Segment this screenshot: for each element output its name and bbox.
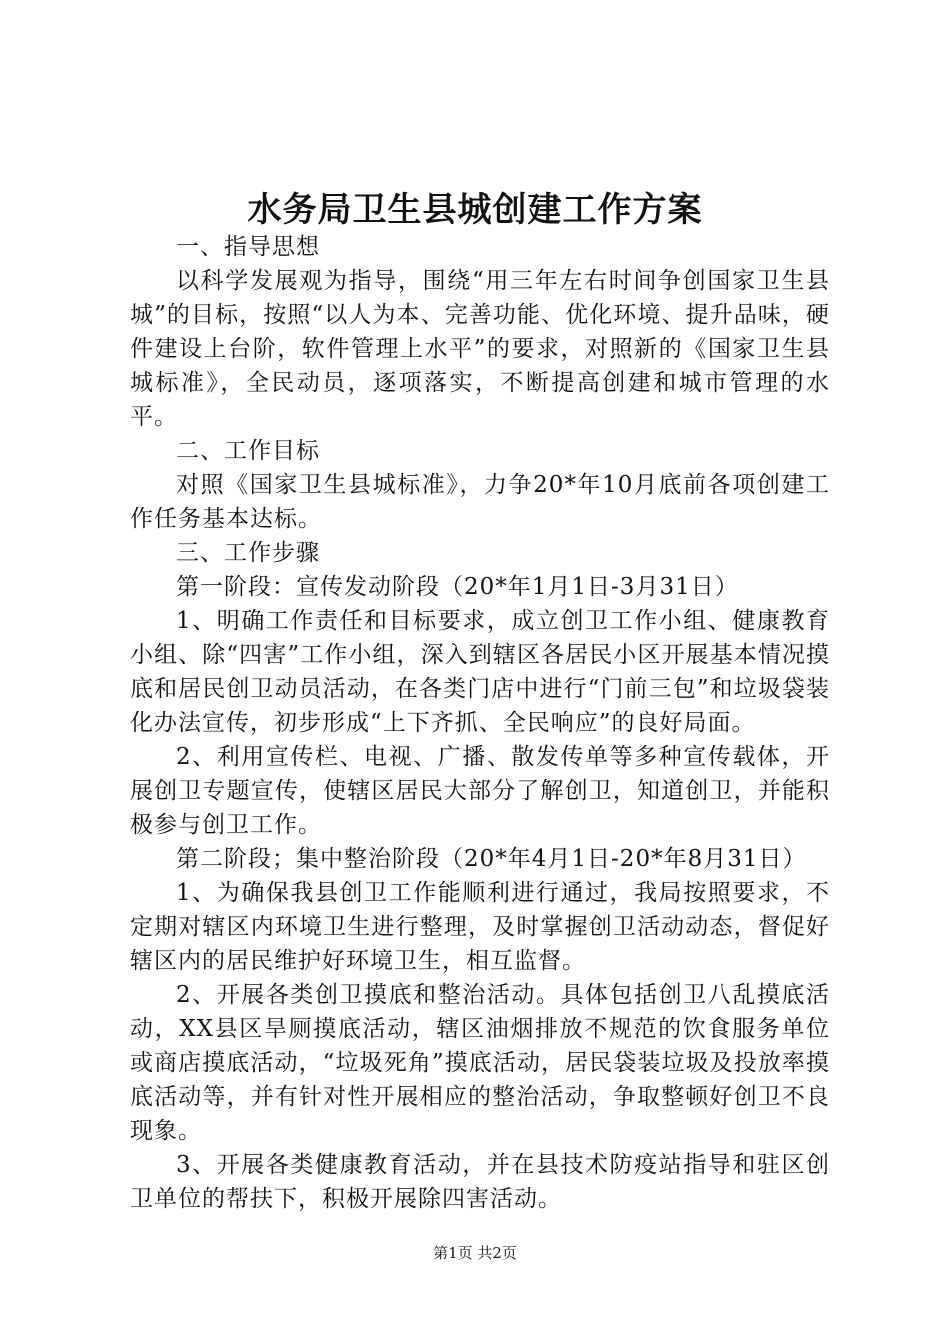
paragraph-phase-two-item-2: 2、开展各类创卫摸底和整治活动。具体包括创卫八乱摸底活动，XX县区旱厕摸底活动，辖区油烟排放不规范的饮食服务单位或商店摸底活动，“垃圾死角”摸底活动，居民袋装垃圾及投放率摸底活动等，并有针对性开展相应的整治活动，争取整顿好创卫不良现象。 bbox=[130, 982, 830, 1144]
document-body bbox=[130, 230, 830, 1216]
section-heading-work-goal: 二、工作目标 bbox=[176, 438, 320, 464]
paragraph-phase-two-item-1: 1、为确保我县创卫工作能顺利进行通过，我局按照要求，不定期对辖区内环境卫生进行整理，及时掌握创卫活动动态，督促好辖区内的居民维护好环境卫生，相互监督。 bbox=[130, 880, 830, 974]
phase-one-heading: 第一阶段：宣传发动阶段（20*年1月1日-3月31日） bbox=[176, 574, 739, 600]
paragraph-work-goal: 对照《国家卫生县城标准》，力争20*年10月底前各项创建工作任务基本达标。 bbox=[130, 472, 830, 532]
document-title: 水务局卫生县城创建工作方案 bbox=[247, 190, 703, 230]
phase-two-heading: 第二阶段；集中整治阶段（20*年4月1日-20*年8月31日） bbox=[176, 846, 807, 872]
paragraph-guiding-ideology: 以科学发展观为指导，围绕“用三年左右时间争创国家卫生县城”的目标，按照“以人为本、完善功能、优化环境、提升品味，硬件建设上台阶，软件管理上水平”的要求，对照新的《国家卫生县城标准》，全民动员，逐项落实，不断提高创建和城市管理的水平。 bbox=[130, 268, 830, 430]
page-footer: 第1页 共2页 bbox=[433, 1244, 517, 1262]
paragraph-phase-one-item-2: 2、利用宣传栏、电视、广播、散发传单等多种宣传载体，开展创卫专题宣传，使辖区居民大部分了解创卫，知道创卫，并能积极参与创卫工作。 bbox=[130, 744, 830, 838]
paragraph-phase-two-item-3: 3、开展各类健康教育活动，并在县技术防疫站指导和驻区创卫单位的帮扶下，积极开展除四害活动。 bbox=[130, 1152, 830, 1212]
paragraph-phase-one-item-1: 1、明确工作责任和目标要求，成立创卫工作小组、健康教育小组、除“四害”工作小组，深入到辖区各居民小区开展基本情况摸底和居民创卫动员活动，在各类门店中进行“门前三包”和垃圾袋装化办法宣传，初步形成“上下齐抓、全民响应”的良好局面。 bbox=[130, 608, 830, 736]
section-heading-guiding-ideology: 一、指导思想 bbox=[176, 234, 320, 260]
section-heading-work-steps: 三、工作步骤 bbox=[176, 540, 320, 566]
